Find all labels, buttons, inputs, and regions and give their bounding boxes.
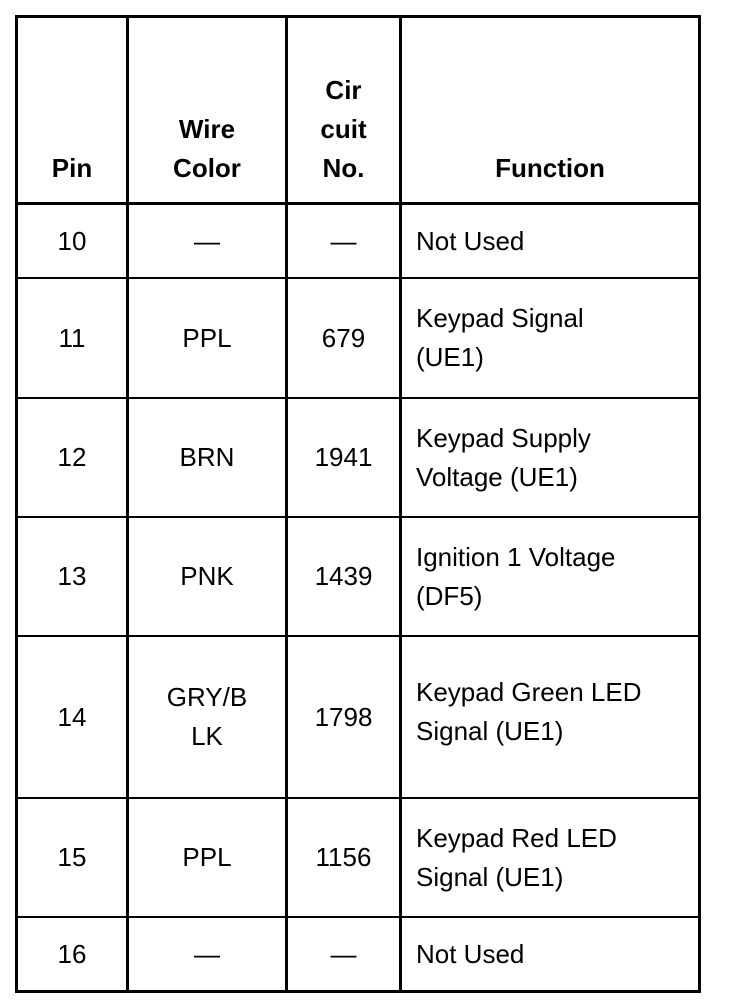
wire-color-value: GRY/B LK (166, 682, 248, 751)
function-description: Not Used (416, 225, 525, 256)
wire-color-cell (129, 637, 285, 797)
wire-color-value: PPL (182, 842, 232, 872)
header-circuit-no-label: Cir cuit No. (320, 75, 367, 183)
pin-number: 11 (58, 322, 86, 353)
header-wire-color-label: Wire Color (173, 114, 241, 183)
pin-cell (18, 205, 126, 277)
circuit-number: — (330, 938, 357, 969)
pin-cell (18, 518, 126, 635)
wire-color-value: — (194, 938, 220, 969)
pin-number: 14 (57, 701, 87, 732)
circuit-number: 1941 (314, 442, 373, 472)
pin-number: 10 (57, 225, 87, 256)
wire-color-value: PNK (180, 561, 234, 591)
function-cell (402, 205, 698, 277)
pin-number: 15 (57, 842, 87, 872)
circuit-number: 1439 (314, 561, 373, 591)
circuit-cell (288, 918, 399, 990)
pin-cell (18, 399, 126, 516)
function-cell (402, 918, 698, 990)
function-description: Keypad Red LED Signal (UE1) (416, 822, 617, 892)
wire-color-cell (129, 918, 285, 990)
wire-color-cell (129, 279, 285, 397)
header-function (402, 18, 698, 202)
header-wire-color (129, 18, 285, 202)
function-cell (402, 279, 698, 397)
circuit-cell (288, 399, 399, 516)
circuit-number: — (330, 225, 357, 256)
connector-pinout-table (15, 15, 701, 993)
header-pin-label: Pin (51, 153, 93, 183)
circuit-number: 679 (321, 322, 366, 353)
circuit-number: 1798 (314, 701, 373, 732)
wire-color-value: PPL (182, 322, 232, 353)
wire-color-cell (129, 205, 285, 277)
function-cell (402, 399, 698, 516)
function-cell (402, 518, 698, 635)
circuit-cell (288, 205, 399, 277)
function-cell (402, 637, 698, 797)
pin-number: 12 (57, 442, 87, 472)
header-function-label: Function (495, 153, 605, 183)
wire-color-cell (129, 799, 285, 916)
function-description: Ignition 1 Voltage (DF5) (416, 541, 616, 611)
wire-color-value: — (194, 225, 220, 256)
function-description: Keypad Supply Voltage (UE1) (416, 422, 591, 492)
pin-cell (18, 279, 126, 397)
function-description: Not Used (416, 938, 525, 969)
circuit-number: 1156 (315, 842, 372, 872)
header-pin (18, 18, 126, 202)
header-circuit-no (288, 18, 399, 202)
circuit-cell (288, 518, 399, 635)
function-description: Keypad Green LED Signal (UE1) (416, 677, 642, 746)
pin-cell (18, 799, 126, 916)
wire-color-cell (129, 518, 285, 635)
pin-number: 16 (57, 938, 87, 969)
pin-number: 13 (57, 561, 87, 591)
wire-color-value: BRN (179, 442, 235, 472)
function-cell (402, 799, 698, 916)
wire-color-cell (129, 399, 285, 516)
circuit-cell (288, 799, 399, 916)
pin-cell (18, 637, 126, 797)
pin-cell (18, 918, 126, 990)
circuit-cell (288, 279, 399, 397)
function-description: Keypad Signal (UE1) (416, 303, 584, 372)
circuit-cell (288, 637, 399, 797)
